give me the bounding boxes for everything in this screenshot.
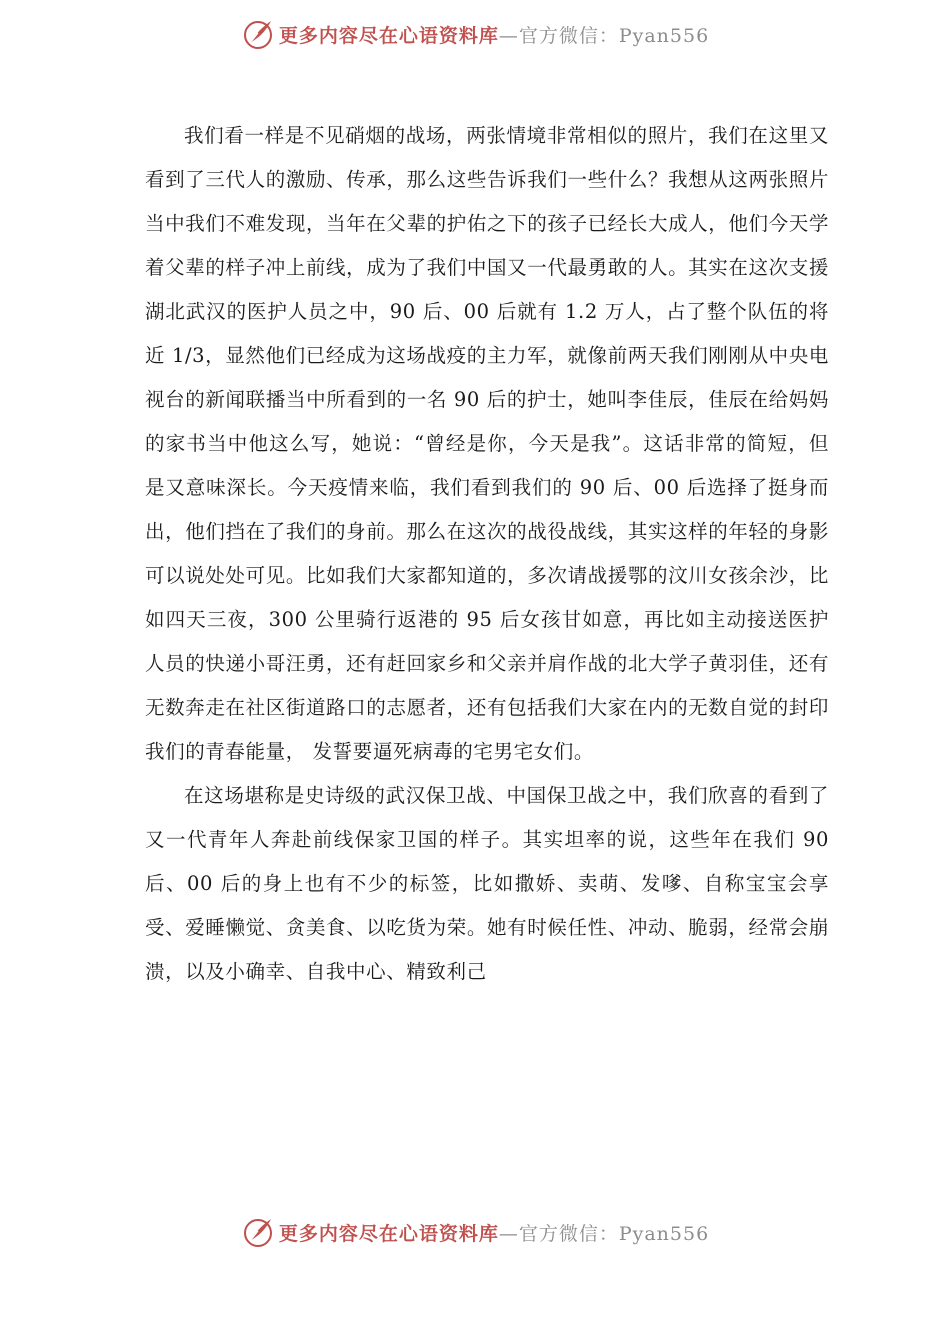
footer-banner — [0, 1212, 950, 1252]
paragraph: 我们看一样是不见硝烟的战场，两张情境非常相似的照片，我们在这里又看到了三代人的激励、传承，那么这些告诉我们一些什么？我想从这两张照片当中我们不难发现，当年在父辈的护佑之下的孩子已经长大成人，他们今天学着父辈的样子冲上前线，成为了我们中国又一代最勇敢的人。其实在这次支援湖北武汉的医护人员之中，90 后、00 后就有 1.2 万人，占了整个队伍的将近 1/3，显然他们已经成为这场战疫的主力军，就像前两天我们刚刚从中央电视台的新闻联播当中所看到的一名 90 后的护士，她叫李佳辰，佳辰在给妈妈的家书当中他这么写，她说：“曾经是你，今天是我”。这话非常的简短，但是又意味深长。今天疫情来临，我们看到我们的 90 后、00 后选择了挺身而出，他们挡在了我们的身前。那么在这次的战役战线，其实这样的年轻的身影可以说处处可见。比如我们大家都知道的，多次请战援鄂的汶川女孩余沙，比如四天三夜，300 公里骑行返港的 95 后女孩甘如意，再比如主动接送医护人员的快递小哥汪勇，还有赶回家乡和父亲并肩作战的北大学子黄羽佳，还有无数奔走在社区街道路口的志愿者，还有包括我们大家在内的无数自觉的封印我们的青春能量， 发誓要逼死病毒的宅男宅女们。 — [145, 124, 829, 763]
header-banner-text — [279, 21, 709, 48]
quill-logo-icon — [241, 17, 275, 51]
header-banner-rest: —官方微信：Pyan556 — [498, 24, 710, 47]
header-banner-main: 更多内容尽在心语资料库 — [278, 24, 499, 47]
footer-banner-text — [279, 1219, 709, 1246]
document-body — [145, 114, 829, 994]
footer-banner-main: 更多内容尽在心语资料库 — [278, 1222, 499, 1245]
quill-logo-icon — [241, 1215, 275, 1249]
header-banner — [0, 14, 950, 54]
footer-banner-rest: —官方微信：Pyan556 — [498, 1222, 710, 1245]
paragraph: 在这场堪称是史诗级的武汉保卫战、中国保卫战之中，我们欣喜的看到了又一代青年人奔赴前线保家卫国的样子。其实坦率的说，这些年在我们 90 后、00 后的身上也有不少的标签，比如撒娇、卖萌、发嗲、自称宝宝会享受、爱睡懒觉、贪美食、以吃货为荣。她有时候任性、冲动、脆弱，经常会崩溃，以及小确幸、自我中心、精致利己 — [145, 784, 829, 983]
